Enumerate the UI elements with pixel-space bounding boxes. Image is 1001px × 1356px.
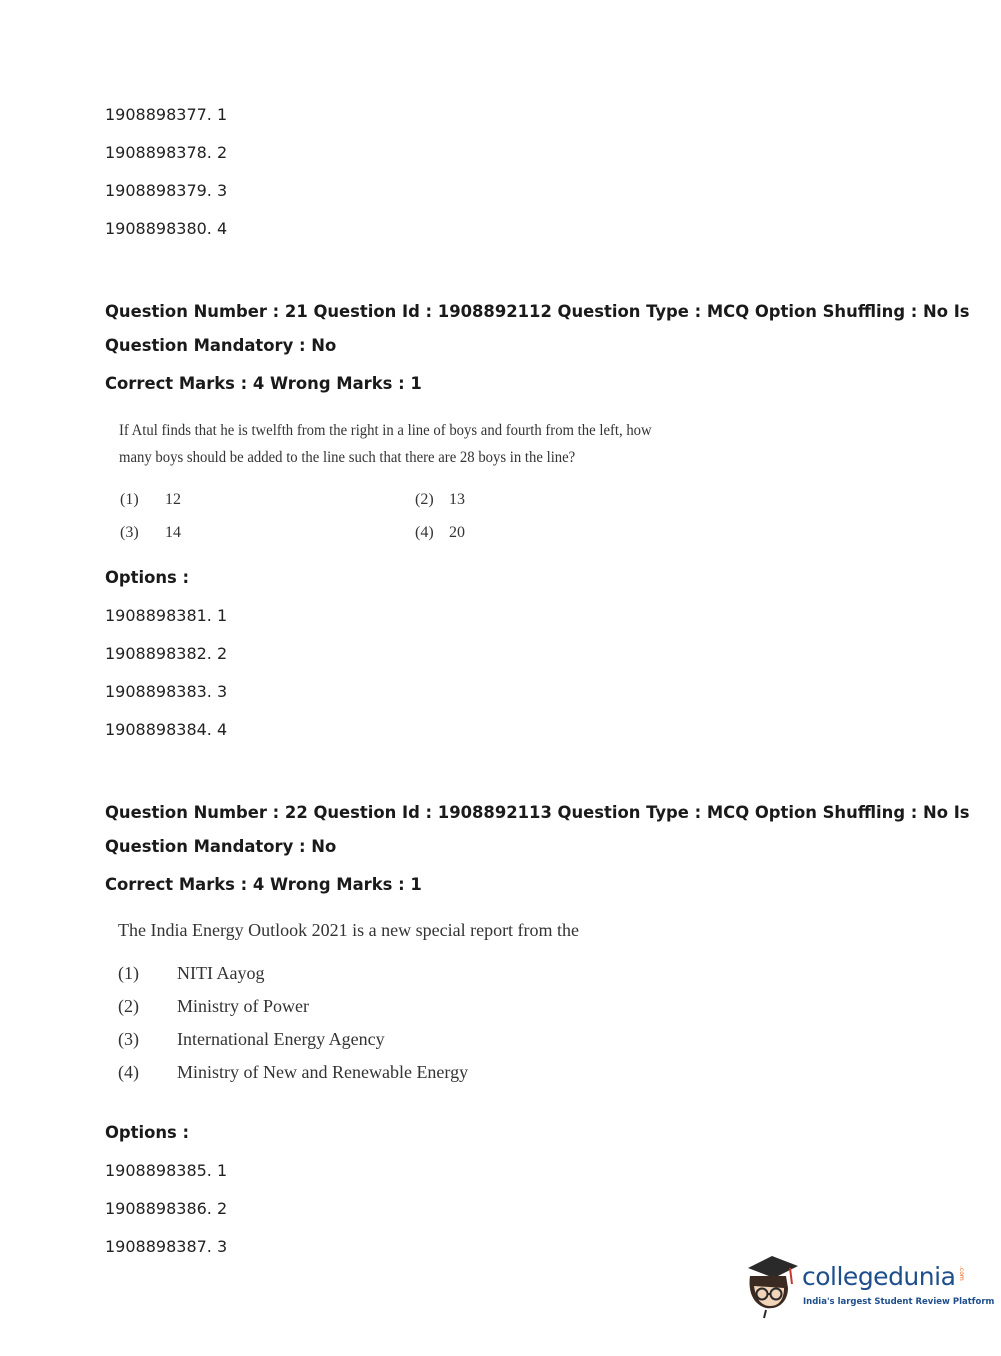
q21-question-text-line2: many boys should be added to the line such that there are 28 boys in the line? <box>119 449 576 466</box>
q22-header: Question Number : 22 Question Id : 1908892113 Question Type : MCQ Option Shuffling : No Is <box>105 803 970 822</box>
q21-choice-number: (1) <box>120 491 139 508</box>
logo-tagline: India's largest Student Review Platform <box>803 1297 995 1307</box>
q21-choice-number: (3) <box>120 524 139 541</box>
q22-choice-number: (3) <box>118 1029 139 1049</box>
q21-header-mandatory: Question Mandatory : No <box>105 336 337 355</box>
q22-choice-value: Ministry of Power <box>177 996 309 1016</box>
q22-marks: Correct Marks : 4 Wrong Marks : 1 <box>105 875 422 894</box>
option-line: 1908898378. 2 <box>105 143 228 162</box>
option-line: 1908898381. 1 <box>105 606 228 625</box>
q21-choice-value: 14 <box>165 524 181 541</box>
q21-header: Question Number : 21 Question Id : 1908892112 Question Type : MCQ Option Shuffling : No Is <box>105 302 970 321</box>
q22-header-mandatory: Question Mandatory : No <box>105 837 337 856</box>
q22-choice-value: Ministry of New and Renewable Energy <box>177 1062 469 1082</box>
q22-choice-number: (4) <box>118 1062 139 1082</box>
option-line: 1908898385. 1 <box>105 1161 228 1180</box>
option-line: 1908898387. 3 <box>105 1237 228 1256</box>
q22-choice-number: (2) <box>118 996 139 1016</box>
logo-wordmark: collegedunia <box>802 1262 956 1291</box>
q22-choice-value: International Energy Agency <box>177 1029 385 1049</box>
logo-suffix: .com <box>958 1266 965 1281</box>
q22-options-label: Options : <box>105 1123 190 1142</box>
option-line: 1908898377. 1 <box>105 105 228 124</box>
q22-choice-value: NITI Aayog <box>177 963 265 983</box>
q22-question-text: The India Energy Outlook 2021 is a new special report from the <box>118 920 580 940</box>
q21-question-text-line1: If Atul finds that he is twelfth from the right in a line of boys and fourth from the left, how <box>119 422 652 439</box>
q21-choice-number: (4) <box>415 524 434 541</box>
mascot-icon <box>742 1250 800 1320</box>
option-line: 1908898380. 4 <box>105 219 228 238</box>
q21-choice-value: 12 <box>165 491 181 508</box>
collegedunia-logo <box>742 1250 995 1320</box>
q21-marks: Correct Marks : 4 Wrong Marks : 1 <box>105 374 422 393</box>
option-line: 1908898382. 2 <box>105 644 228 663</box>
option-line: 1908898386. 2 <box>105 1199 228 1218</box>
q21-choice-value: 20 <box>449 524 465 541</box>
q22-choice-number: (1) <box>118 963 139 983</box>
q21-choice-number: (2) <box>415 491 434 508</box>
q21-choice-value: 13 <box>449 491 465 508</box>
option-line: 1908898383. 3 <box>105 682 228 701</box>
option-line: 1908898379. 3 <box>105 181 228 200</box>
option-line: 1908898384. 4 <box>105 720 228 739</box>
q21-options-label: Options : <box>105 568 190 587</box>
